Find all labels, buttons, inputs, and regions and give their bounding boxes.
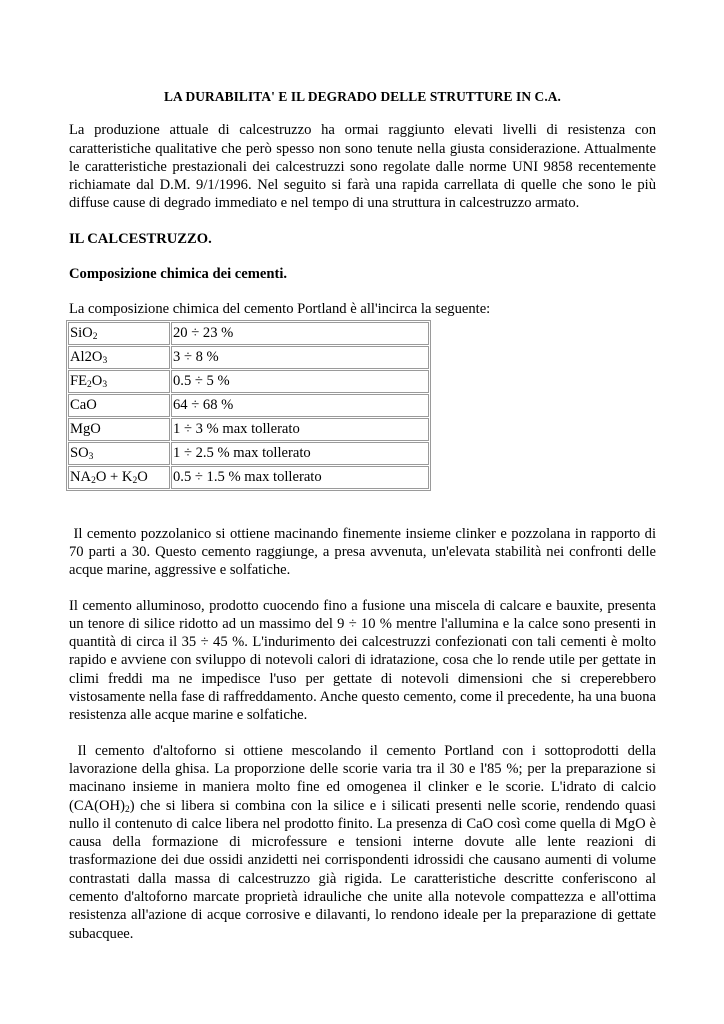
- percentage-cell: 64 ÷ 68 %: [171, 394, 429, 417]
- compound-cell: $SO_3$: [68, 442, 170, 465]
- table-row: [68, 370, 429, 393]
- section-heading: IL CALCESTRUZZO.: [69, 230, 212, 247]
- compound-cell: $FE_2O_3$: [68, 370, 170, 393]
- intro-paragraph: La produzione attuale di calcestruzzo ha ormai raggiunto elevati livelli di resistenza con caratteristiche qualitative che però spesso non sono tenute nella giusta considerazione. Attualmente le caratteristiche prestazionali dei calcestruzzi sono regolate dalle norme UNI 9858 recentemente richiamate dal D.M. 9/1/1996. Nel seguito si farà una rapida carrellata di quelle che sono le più diffuse cause di degrado immediato e nel tempo di una struttura in calcestruzzo armato.: [69, 122, 656, 212]
- paragraph-altoforno: [69, 742, 660, 943]
- composition-table: [66, 320, 431, 491]
- compound-cell: $NA_2O + K_2O$: [68, 466, 170, 489]
- document-title: LA DURABILITA' E IL DEGRADO DELLE STRUTTURE IN C.A.: [164, 89, 561, 104]
- compound-cell: SiO$_2$: [68, 322, 170, 345]
- altoforno-text-a: Il cemento d'altoforno si ottiene mescolando il cemento Portland con i sottoprodotti della lavorazione della ghisa. La proporzione delle scorie varia tra il 30 e l'85 %; per la preparazione si macinano insieme in maniera molto fine ed omogenea il clinker e le scorie. L'idrato di calcio (CA(OH): [69, 742, 660, 814]
- compound-cell: MgO: [68, 418, 170, 441]
- compound-cell: $Al2O_3$: [68, 346, 170, 369]
- table-row: [68, 394, 429, 417]
- table-intro: La composizione chimica del cemento Portland è all'incirca la seguente:: [69, 301, 491, 318]
- percentage-cell: 20 ÷ 23 %: [171, 322, 429, 345]
- subsection-heading: Composizione chimica dei cementi.: [69, 266, 288, 283]
- table-row: [68, 322, 429, 345]
- table-row: [68, 418, 429, 441]
- percentage-cell: 1 ÷ 2.5 % max tollerato: [171, 442, 429, 465]
- paragraph-pozzolanico: Il cemento pozzolanico si ottiene macinando finemente insieme clinker e pozzolana in rapporto di 70 parti a 30. Questo cemento raggiunge, a presa avvenuta, un'elevata stabilità nei confronti delle acque marine, aggressive e solfatiche.: [69, 525, 660, 579]
- altoforno-subscript: 2: [124, 804, 130, 815]
- table-row: [68, 346, 429, 369]
- table-row: [68, 466, 429, 489]
- percentage-cell: 0.5 ÷ 1.5 % max tollerato: [171, 466, 429, 489]
- compound-cell: CaO: [68, 394, 170, 417]
- paragraph-alluminoso: Il cemento alluminoso, prodotto cuocendo fino a fusione una miscela di calcare e bauxite, presenta un tenore di silice ridotto ad un massimo del 9 ÷ 10 % mentre l'allumina e la calce sono presenti in quantità di circa il 35 ÷ 45 %. L'indurimento dei calcestruzzi confezionati con tali cementi è molto rapido e avviene con sviluppo di notevoli calori di idratazione, cosa che lo rende utile per gettate in climi freddi ma ne impedisce l'uso per gettate di notevoli dimensioni che si creperebbero vistosamente nella fase di raffreddamento. Anche questo cemento, come il precedente, ha una buona resistenza alle acque marine e solfatiche.: [69, 597, 656, 724]
- table-row: [68, 442, 429, 465]
- altoforno-text-b: ) che si libera si combina con la silice e i silicati presenti nelle scorie, rendendo quasi nullo il contenuto di calce libera nel prodotto finito. La presenza di CaO così come quella di MgO è causa della formazione di microfessure e tensioni interne dovute alle lente reazioni di trasformazione dei due ossidi anzidetti nei corrispondenti idrossidi che causano aumenti di volume contrastati dalla massa di calcestruzzo già rigida. Le caratteristiche descritte conferiscono al cemento d'altoforno marcate proprietà idrauliche che unite alla notevole compattezza e all'ottima resistenza all'azione di acque corrosive e dilavanti, lo rendono ideale per la preparazione di gettate subacquee.: [69, 797, 660, 942]
- document-page: [69, 88, 660, 943]
- percentage-cell: 0.5 ÷ 5 %: [171, 370, 429, 393]
- percentage-cell: 3 ÷ 8 %: [171, 346, 429, 369]
- percentage-cell: 1 ÷ 3 % max tollerato: [171, 418, 429, 441]
